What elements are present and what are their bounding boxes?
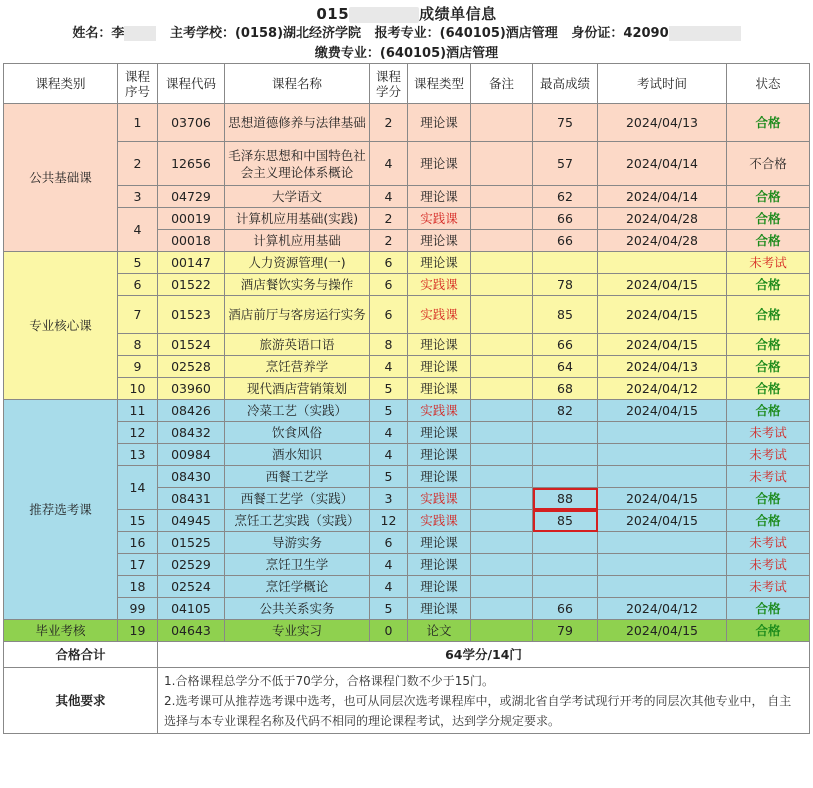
course-name-cell: 西餐工艺学（实践） [225, 488, 370, 510]
course-name-cell: 人力资源管理(一) [225, 252, 370, 274]
category-cell: 推荐选考课 [4, 400, 118, 620]
pass-total-label: 合格合计 [4, 642, 158, 668]
note-cell [471, 104, 533, 142]
note-cell [471, 532, 533, 554]
type-cell: 理论课 [408, 230, 471, 252]
credit-cell: 8 [370, 334, 408, 356]
type-cell: 实践课 [408, 510, 471, 532]
table-row [4, 422, 810, 444]
credit-cell: 6 [370, 274, 408, 296]
seq-cell: 9 [118, 356, 158, 378]
category-cell: 公共基础课 [4, 104, 118, 252]
course-name-cell: 计算机应用基础 [225, 230, 370, 252]
table-row [4, 186, 810, 208]
type-cell: 理论课 [408, 444, 471, 466]
status-badge: 合格 [727, 488, 810, 510]
score-cell: 66 [533, 598, 598, 620]
date-cell [598, 554, 727, 576]
course-name-cell: 大学语文 [225, 186, 370, 208]
date-cell: 2024/04/15 [598, 488, 727, 510]
note-cell [471, 576, 533, 598]
status-badge: 合格 [727, 598, 810, 620]
score-cell: 64 [533, 356, 598, 378]
redacted-block [669, 26, 741, 41]
status-badge: 未考试 [727, 466, 810, 488]
table-row [4, 378, 810, 400]
status-badge: 合格 [727, 620, 810, 642]
course-name-cell: 酒店餐饮实务与操作 [225, 274, 370, 296]
status-badge: 合格 [727, 510, 810, 532]
major-value: (640105)酒店管理 [439, 26, 558, 41]
date-cell: 2024/04/15 [598, 400, 727, 422]
credit-cell: 4 [370, 554, 408, 576]
code-cell: 01524 [158, 334, 225, 356]
redacted-block [124, 26, 156, 41]
code-cell: 02529 [158, 554, 225, 576]
table-row [4, 274, 810, 296]
note-cell [471, 334, 533, 356]
course-name-cell: 烹饪卫生学 [225, 554, 370, 576]
type-cell: 理论课 [408, 532, 471, 554]
score-cell: 66 [533, 208, 598, 230]
credit-cell: 0 [370, 620, 408, 642]
course-name-cell: 烹饪工艺实践（实践） [225, 510, 370, 532]
other-requirements-label: 其他要求 [4, 668, 158, 734]
code-cell: 12656 [158, 142, 225, 186]
code-cell: 00147 [158, 252, 225, 274]
seq-cell: 16 [118, 532, 158, 554]
status-badge: 合格 [727, 378, 810, 400]
status-badge: 不合格 [727, 142, 810, 186]
type-cell: 论文 [408, 620, 471, 642]
column-header: 备注 [471, 64, 533, 104]
score-cell: 66 [533, 334, 598, 356]
date-cell: 2024/04/13 [598, 356, 727, 378]
other-requirements-notes [158, 668, 810, 734]
seq-cell: 17 [118, 554, 158, 576]
score-cell: 62 [533, 186, 598, 208]
column-header: 课程类型 [408, 64, 471, 104]
status-badge: 未考试 [727, 444, 810, 466]
column-header: 状态 [727, 64, 810, 104]
score-cell [533, 252, 598, 274]
seq-cell: 12 [118, 422, 158, 444]
type-cell: 理论课 [408, 378, 471, 400]
score-cell: 75 [533, 104, 598, 142]
note-cell [471, 230, 533, 252]
school-value: (0158)湖北经济学院 [234, 26, 362, 41]
status-badge: 合格 [727, 230, 810, 252]
table-row [4, 598, 810, 620]
course-name-cell: 烹饪学概论 [225, 576, 370, 598]
note-cell [471, 400, 533, 422]
note-cell [471, 488, 533, 510]
type-cell: 理论课 [408, 104, 471, 142]
seq-cell: 14 [118, 466, 158, 510]
credit-cell: 6 [370, 252, 408, 274]
code-cell: 08431 [158, 488, 225, 510]
date-cell [598, 576, 727, 598]
date-cell [598, 532, 727, 554]
date-cell: 2024/04/28 [598, 208, 727, 230]
column-header: 课程名称 [225, 64, 370, 104]
note-cell [471, 208, 533, 230]
table-row [4, 466, 810, 488]
table-row [4, 252, 810, 274]
transcript-header [0, 0, 813, 60]
score-cell [533, 422, 598, 444]
seq-cell: 10 [118, 378, 158, 400]
date-cell: 2024/04/15 [598, 334, 727, 356]
pay-info-line [0, 42, 813, 61]
credit-cell: 4 [370, 356, 408, 378]
table-row [4, 554, 810, 576]
seq-cell: 15 [118, 510, 158, 532]
note-cell [471, 620, 533, 642]
score-cell: 88 [533, 488, 598, 510]
seq-cell: 4 [118, 208, 158, 252]
code-cell: 03960 [158, 378, 225, 400]
type-cell: 理论课 [408, 554, 471, 576]
school-label: 主考学校： [169, 26, 235, 41]
id-value: 42090 [623, 26, 669, 41]
code-cell: 00018 [158, 230, 225, 252]
title-suffix: 成绩单信息 [419, 5, 497, 23]
type-cell: 理论课 [408, 422, 471, 444]
table-row [4, 532, 810, 554]
note-cell [471, 274, 533, 296]
credit-cell: 5 [370, 378, 408, 400]
date-cell: 2024/04/15 [598, 620, 727, 642]
credit-cell: 6 [370, 532, 408, 554]
requirement-note: 1.合格课程总学分不低于70学分，合格课程门数不少于15门。 [164, 673, 494, 688]
course-name-cell: 思想道德修养与法律基础 [225, 104, 370, 142]
pay-value: (640105)酒店管理 [379, 46, 499, 61]
status-badge: 未考试 [727, 422, 810, 444]
other-requirements-row [4, 668, 810, 734]
note-cell [471, 598, 533, 620]
table-row [4, 142, 810, 186]
pass-total-value: 64学分/14门 [158, 642, 810, 668]
type-cell: 实践课 [408, 296, 471, 334]
date-cell: 2024/04/15 [598, 510, 727, 532]
table-row [4, 296, 810, 334]
seq-cell: 5 [118, 252, 158, 274]
status-badge: 合格 [727, 334, 810, 356]
major-label: 报考专业： [374, 26, 440, 41]
credit-cell: 2 [370, 104, 408, 142]
code-cell: 04105 [158, 598, 225, 620]
table-row [4, 576, 810, 598]
column-header: 课程学分 [370, 64, 408, 104]
code-cell: 01523 [158, 296, 225, 334]
note-cell [471, 252, 533, 274]
score-cell: 82 [533, 400, 598, 422]
score-cell: 78 [533, 274, 598, 296]
course-name-cell: 西餐工艺学 [225, 466, 370, 488]
seq-cell: 1 [118, 104, 158, 142]
code-cell: 04945 [158, 510, 225, 532]
score-cell [533, 554, 598, 576]
date-cell: 2024/04/15 [598, 296, 727, 334]
date-cell: 2024/04/12 [598, 378, 727, 400]
transcript-table [3, 63, 810, 734]
date-cell: 2024/04/13 [598, 104, 727, 142]
date-cell: 2024/04/15 [598, 274, 727, 296]
code-cell: 01525 [158, 532, 225, 554]
course-name-cell: 酒店前厅与客房运行实务 [225, 296, 370, 334]
course-name-cell: 专业实习 [225, 620, 370, 642]
seq-cell: 3 [118, 186, 158, 208]
code-cell: 04643 [158, 620, 225, 642]
status-badge: 合格 [727, 356, 810, 378]
code-cell: 01522 [158, 274, 225, 296]
credit-cell: 12 [370, 510, 408, 532]
table-row [4, 510, 810, 532]
credit-cell: 4 [370, 422, 408, 444]
table-header-row [4, 64, 810, 104]
title-prefix: 015 [316, 5, 350, 23]
course-name-cell: 酒水知识 [225, 444, 370, 466]
date-cell [598, 252, 727, 274]
type-cell: 理论课 [408, 186, 471, 208]
column-header: 最高成绩 [533, 64, 598, 104]
seq-cell: 18 [118, 576, 158, 598]
code-cell: 02528 [158, 356, 225, 378]
date-cell [598, 466, 727, 488]
status-badge: 合格 [727, 186, 810, 208]
credit-cell: 2 [370, 230, 408, 252]
course-name-cell: 导游实务 [225, 532, 370, 554]
status-badge: 合格 [727, 274, 810, 296]
date-cell: 2024/04/28 [598, 230, 727, 252]
table-row [4, 334, 810, 356]
credit-cell: 5 [370, 466, 408, 488]
note-cell [471, 554, 533, 576]
redacted-block [349, 7, 419, 23]
note-cell [471, 296, 533, 334]
score-cell [533, 532, 598, 554]
date-cell [598, 422, 727, 444]
score-cell [533, 444, 598, 466]
seq-cell: 7 [118, 296, 158, 334]
credit-cell: 4 [370, 186, 408, 208]
table-row [4, 208, 810, 230]
requirement-note: 2.选考课可从推荐选考课中选考，也可从同层次选考课程库中，或湖北省自学考试现行开考的同层次其他专业中， 自主选择与本专业课程名称及代码不相同的理论课程考试，达到学分规定要求。 [164, 693, 792, 728]
note-cell [471, 444, 533, 466]
note-cell [471, 186, 533, 208]
credit-cell: 5 [370, 598, 408, 620]
date-cell: 2024/04/12 [598, 598, 727, 620]
score-cell: 68 [533, 378, 598, 400]
pass-total-row [4, 642, 810, 668]
course-name-cell: 毛泽东思想和中国特色社会主义理论体系概论 [225, 142, 370, 186]
type-cell: 理论课 [408, 576, 471, 598]
column-header: 课程序号 [118, 64, 158, 104]
page-title [0, 3, 813, 24]
code-cell: 03706 [158, 104, 225, 142]
code-cell: 04729 [158, 186, 225, 208]
type-cell: 理论课 [408, 142, 471, 186]
date-cell: 2024/04/14 [598, 142, 727, 186]
type-cell: 实践课 [408, 400, 471, 422]
credit-cell: 4 [370, 142, 408, 186]
seq-cell: 13 [118, 444, 158, 466]
seq-cell: 99 [118, 598, 158, 620]
course-name-cell: 饮食风俗 [225, 422, 370, 444]
column-header: 课程类别 [4, 64, 118, 104]
score-cell [533, 576, 598, 598]
seq-cell: 8 [118, 334, 158, 356]
column-header: 考试时间 [598, 64, 727, 104]
score-cell [533, 466, 598, 488]
course-name-cell: 冷菜工艺（实践） [225, 400, 370, 422]
date-cell: 2024/04/14 [598, 186, 727, 208]
score-cell: 79 [533, 620, 598, 642]
score-cell: 66 [533, 230, 598, 252]
seq-cell: 11 [118, 400, 158, 422]
category-cell: 毕业考核 [4, 620, 118, 642]
type-cell: 实践课 [408, 488, 471, 510]
course-name-cell: 烹饪营养学 [225, 356, 370, 378]
type-cell: 理论课 [408, 252, 471, 274]
code-cell: 02524 [158, 576, 225, 598]
course-name-cell: 公共关系实务 [225, 598, 370, 620]
score-cell: 85 [533, 296, 598, 334]
note-cell [471, 466, 533, 488]
note-cell [471, 422, 533, 444]
code-cell: 00984 [158, 444, 225, 466]
credit-cell: 6 [370, 296, 408, 334]
status-badge: 合格 [727, 296, 810, 334]
credit-cell: 4 [370, 444, 408, 466]
seq-cell: 2 [118, 142, 158, 186]
type-cell: 实践课 [408, 274, 471, 296]
column-header: 课程代码 [158, 64, 225, 104]
status-badge: 未考试 [727, 554, 810, 576]
score-cell: 57 [533, 142, 598, 186]
status-badge: 合格 [727, 208, 810, 230]
score-cell: 85 [533, 510, 598, 532]
table-row [4, 444, 810, 466]
course-name-cell: 现代酒店营销策划 [225, 378, 370, 400]
credit-cell: 2 [370, 208, 408, 230]
credit-cell: 3 [370, 488, 408, 510]
code-cell: 08432 [158, 422, 225, 444]
status-badge: 未考试 [727, 576, 810, 598]
credit-cell: 5 [370, 400, 408, 422]
table-row [4, 356, 810, 378]
id-label: 身份证： [571, 26, 624, 41]
type-cell: 实践课 [408, 208, 471, 230]
category-cell: 专业核心课 [4, 252, 118, 400]
course-name-cell: 旅游英语口语 [225, 334, 370, 356]
credit-cell: 4 [370, 576, 408, 598]
status-badge: 未考试 [727, 252, 810, 274]
course-name-cell: 计算机应用基础(实践) [225, 208, 370, 230]
type-cell: 理论课 [408, 598, 471, 620]
note-cell [471, 378, 533, 400]
type-cell: 理论课 [408, 356, 471, 378]
table-row [4, 400, 810, 422]
table-row [4, 620, 810, 642]
table-row [4, 104, 810, 142]
status-badge: 合格 [727, 104, 810, 142]
type-cell: 理论课 [408, 466, 471, 488]
note-cell [471, 356, 533, 378]
date-cell [598, 444, 727, 466]
seq-cell: 6 [118, 274, 158, 296]
name-value: 李 [111, 26, 125, 41]
note-cell [471, 510, 533, 532]
code-cell: 00019 [158, 208, 225, 230]
code-cell: 08430 [158, 466, 225, 488]
seq-cell: 19 [118, 620, 158, 642]
code-cell: 08426 [158, 400, 225, 422]
student-info-line [0, 22, 813, 41]
status-badge: 未考试 [727, 532, 810, 554]
pay-label: 缴费专业： [314, 46, 380, 61]
status-badge: 合格 [727, 400, 810, 422]
name-label: 姓名： [72, 26, 112, 41]
type-cell: 理论课 [408, 334, 471, 356]
note-cell [471, 142, 533, 186]
